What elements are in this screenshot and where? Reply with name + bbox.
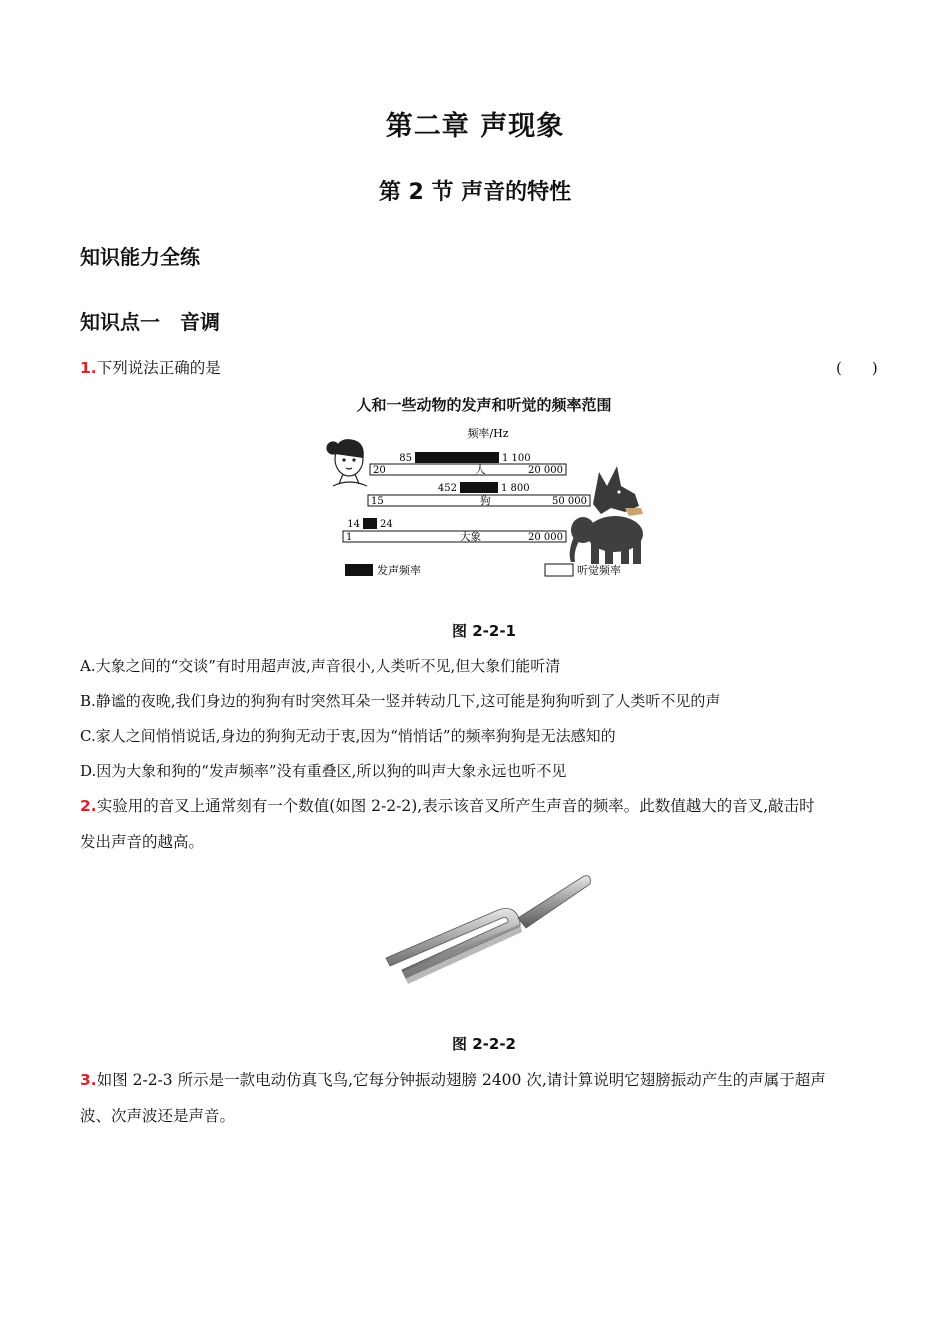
chapter-title: 第二章 声现象 xyxy=(385,111,565,142)
knowledge-point-heading: 知识点一 音调 xyxy=(80,310,220,334)
question-3-line2: 波、次声波还是声音。 xyxy=(80,1107,236,1125)
question-1-number: 1. xyxy=(80,359,97,377)
voice-bar-2 xyxy=(363,518,377,529)
hearing-max-label-1: 50 000 xyxy=(552,496,587,507)
voice-bar-1 xyxy=(460,482,498,493)
frequency-range-chart xyxy=(325,424,655,584)
legend-voice-swatch xyxy=(345,564,373,576)
question-3-number: 3. xyxy=(80,1071,97,1089)
category-label-0: 人 xyxy=(475,464,486,476)
voice-max-label-1: 1 800 xyxy=(501,483,530,494)
question-2-line2: 发出声音的越高。 xyxy=(80,833,205,851)
voice-min-label-1: 452 xyxy=(437,483,457,494)
legend-voice-label: 发声频率 xyxy=(377,564,421,577)
answer-paren: ( ) xyxy=(836,359,878,377)
voice-bar-0 xyxy=(415,452,499,463)
option-a: A.大象之间的“交谈”有时用超声波,声音很小,人类听不见,但大象们能听清 xyxy=(80,657,561,675)
question-2-number: 2. xyxy=(80,797,97,815)
hearing-max-label-0: 20 000 xyxy=(528,465,563,476)
category-label-1: 狗 xyxy=(480,495,491,507)
question-2-line1: 实验用的音叉上通常刻有一个数值(如图 2-2-2),表示该音叉所产生声音的频率。此数值越大的音叉,敲击时 xyxy=(96,797,815,815)
axis-label: 频率/Hz xyxy=(467,427,509,440)
question-1-text: 下列说法正确的是 xyxy=(96,359,221,377)
voice-max-label-0: 1 100 xyxy=(502,453,531,464)
practice-heading: 知识能力全练 xyxy=(80,245,200,269)
legend-hearing-swatch xyxy=(545,564,573,576)
figure-1-title: 人和一些动物的发声和听觉的频率范围 xyxy=(356,396,612,414)
category-label-2: 大象 xyxy=(460,531,481,543)
dog-figure-icon xyxy=(593,466,643,516)
voice-max-label-2: 24 xyxy=(380,519,393,530)
voice-min-label-2: 14 xyxy=(347,519,360,530)
figure-1-caption: 图 2-2-1 xyxy=(452,622,516,640)
question-3-line1: 如图 2-2-3 所示是一款电动仿真飞鸟,它每分钟振动翅膀 2400 次,请计算说明它翅膀振动产生的声属于超声 xyxy=(96,1071,826,1089)
option-c: C.家人之间悄悄说话,身边的狗狗无动于衷,因为“悄悄话”的频率狗狗是无法感知的 xyxy=(80,727,616,745)
section-title: 第 2 节 声音的特性 xyxy=(378,180,572,205)
figure-2-caption: 图 2-2-2 xyxy=(452,1035,516,1053)
option-d: D.因为大象和狗的“发声频率”没有重叠区,所以狗的叫声大象永远也听不见 xyxy=(80,762,567,780)
voice-min-label-0: 85 xyxy=(399,453,412,464)
question-2 xyxy=(80,788,880,860)
legend-hearing-label: 听觉频率 xyxy=(577,564,621,577)
option-b: B.静谧的夜晚,我们身边的狗狗有时突然耳朵一竖并转动几下,这可能是狗狗听到了人类听不见的声 xyxy=(80,692,721,710)
hearing-min-label-1: 15 xyxy=(371,496,384,507)
elephant-figure-icon xyxy=(570,516,643,564)
tuning-fork-image xyxy=(378,866,598,998)
hearing-max-label-2: 20 000 xyxy=(528,532,563,543)
question-3 xyxy=(80,1062,880,1134)
hearing-min-label-2: 1 xyxy=(346,532,353,543)
question-1 xyxy=(80,350,880,386)
hearing-min-label-0: 20 xyxy=(373,465,386,476)
human-figure-icon xyxy=(327,440,367,486)
